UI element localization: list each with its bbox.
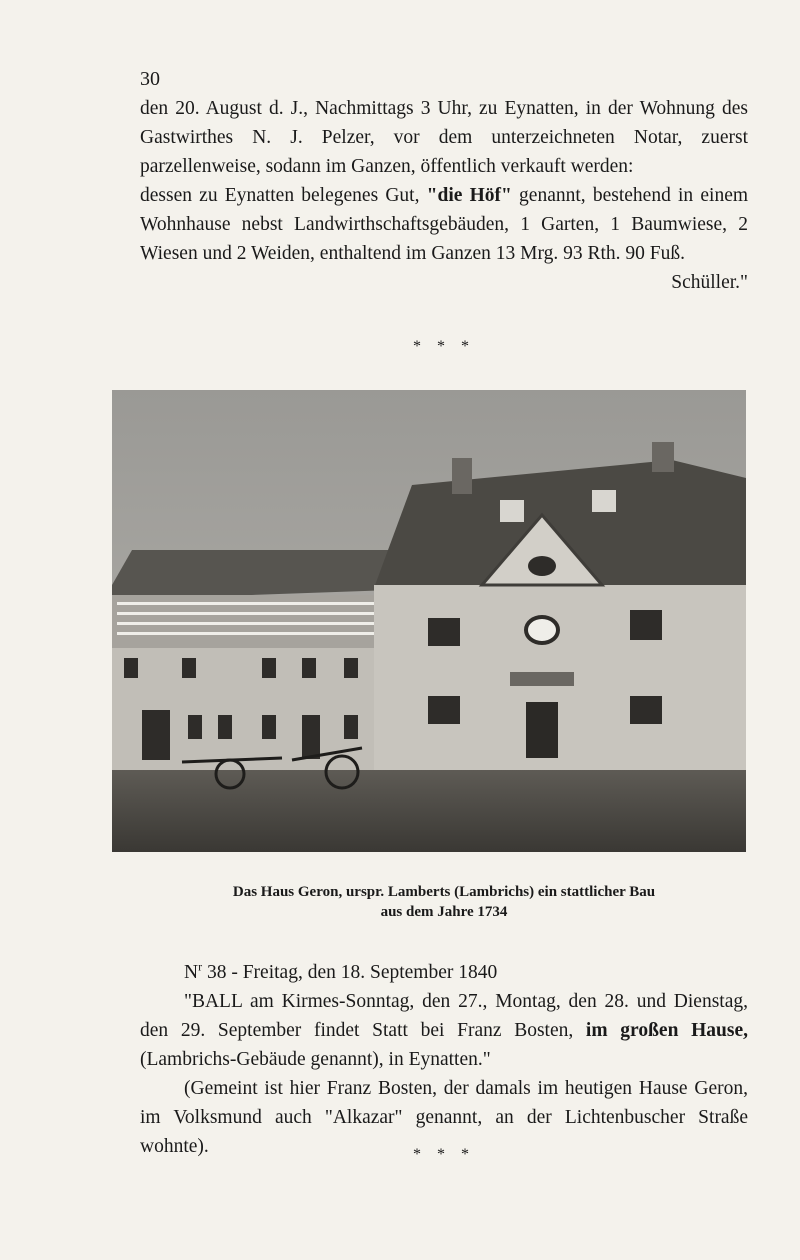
newspaper-entry <box>140 958 748 1161</box>
caption-line-2: aus dem Jahre 1734 <box>380 904 508 920</box>
house-photo <box>112 390 746 852</box>
house-photo-icon <box>112 390 746 852</box>
page-number: 30 <box>140 68 160 90</box>
issue-date: 38 - Freitag, den 18. September 1840 <box>202 962 498 983</box>
ball-text-start: "BALL am Kirmes-Sonntag, den 27., Montag, den 28. und Dienstag, den 29. September findet Statt bei Franz Bosten, <box>140 991 748 1041</box>
paragraph-property <box>140 181 748 268</box>
ball-announcement <box>140 987 748 1074</box>
editor-note: (Gemeint ist hier Franz Bosten, der damals im heutigen Hause Geron, im Volksmund auch "Alkazar" genannt, an der Lichtenbuscher Straße wohnte). <box>140 1078 748 1157</box>
paragraph-sale-date: den 20. August d. J., Nachmittags 3 Uhr, zu Eynatten, in der Wohnung des Gastwirthes N. J. Pelzer, vor dem unterzeichneten Notar, zuerst parzellenweise, sodann im Ganzen, öffentlich verkauft werden: <box>140 98 748 177</box>
property-text-end: genannt, bestehend in einem Wohnhause nebst Landwirthschaftsgebäuden, 1 Garten, 1 Baumwiese, 2 Wiesen und 2 Weiden, enthaltend im Ganzen 13 Mrg. 93 Rth. 90 Fuß. <box>140 185 749 264</box>
issue-prefix: N <box>184 962 199 983</box>
issue-heading <box>140 958 748 987</box>
property-text-start: dessen zu Eynatten belegenes Gut, <box>140 185 427 206</box>
ball-text-end: (Lambrichs-Gebäude genannt), in Eynatten." <box>140 1049 491 1070</box>
caption-line-1: Das Haus Geron, urspr. Lamberts (Lambrichs) ein stattlicher Bau <box>232 884 656 900</box>
section-separator: * * * <box>413 338 475 355</box>
property-name: "die Höf" <box>426 185 512 206</box>
issue-superscript: r <box>198 959 203 974</box>
ball-venue: im großen Hause, <box>585 1020 748 1041</box>
signature: Schüller." <box>671 272 748 293</box>
section-separator-end: * * * <box>413 1146 475 1163</box>
notice-text-block <box>140 94 748 297</box>
photo-caption <box>140 882 748 922</box>
